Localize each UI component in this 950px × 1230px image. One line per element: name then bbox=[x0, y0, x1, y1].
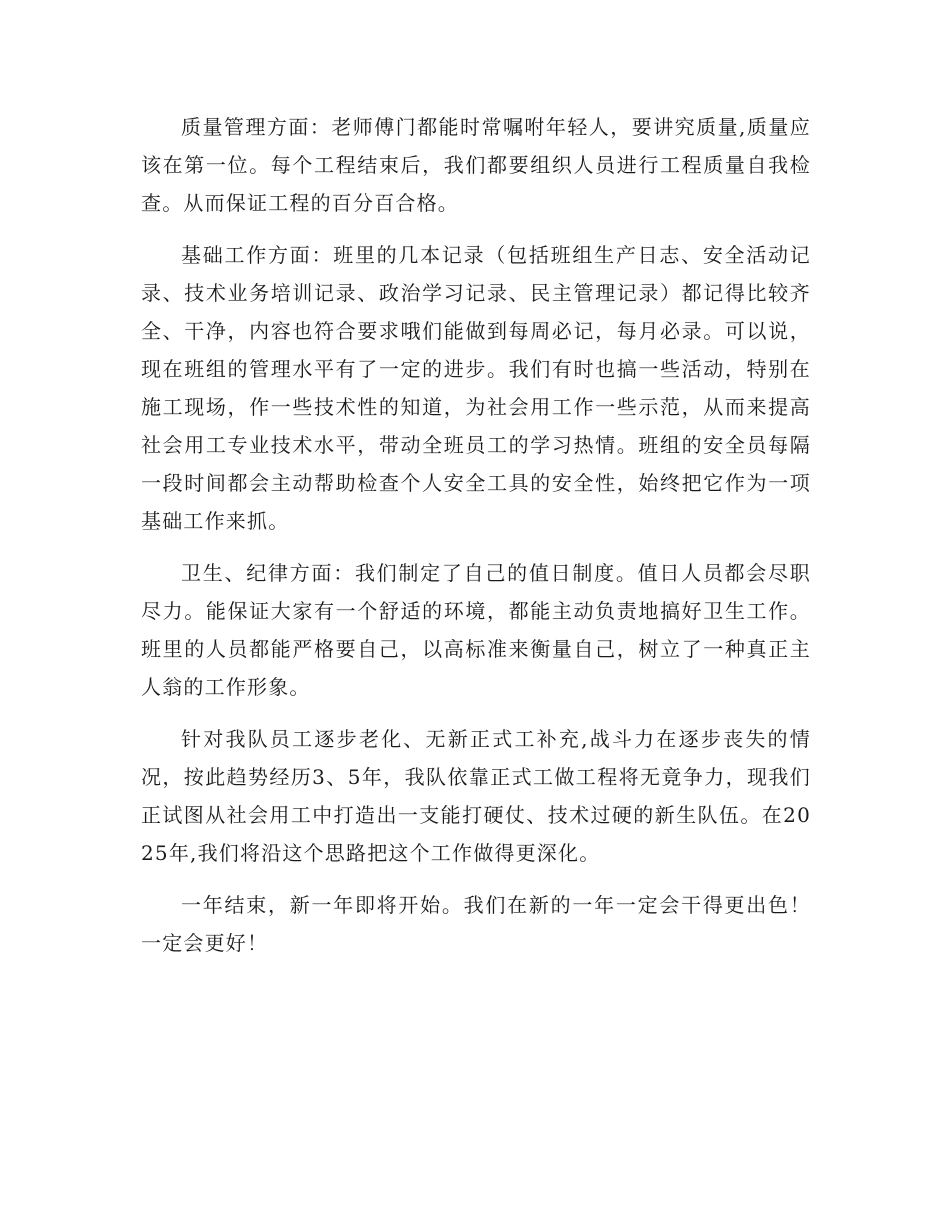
paragraph-hygiene-discipline: 卫生、纪律方面：我们制定了自己的值日制度。值日人员都会尽职尽力。能保证大家有一个舒适的环境，都能主动负责地搞好卫生工作。班里的人员都能严格要自己，以高标准来衡量自己，树立了一种真正主人翁的工作形象。 bbox=[141, 561, 811, 699]
paragraph-quality-management: 质量管理方面：老师傅门都能时常嘱咐年轻人，要讲究质量,质量应该在第一位。每个工程结束后，我们都要组织人员进行工程质量自我检查。从而保证工程的百分百合格。 bbox=[141, 115, 811, 215]
document-body bbox=[141, 108, 811, 962]
paragraph-closing: 一年结束，新一年即将开始。我们在新的一年一定会干得更出色！一定会更好！ bbox=[141, 893, 811, 955]
paragraph-basic-work: 基础工作方面：班里的几本记录（包括班组生产日志、安全活动记录、技术业务培训记录、政治学习记录、民主管理记录）都记得比较齐全、干净，内容也符合要求哦们能做到每周必记，每月必录。可以说，现在班组的管理水平有了一定的进步。我们有时也搞一些活动，特别在施工现场，作一些技术性的知道，为社会用工作一些示范，从而来提高社会用工专业技术水平，带动全班员工的学习热情。班组的安全员每隔一段时间都会主动帮助检查个人安全工具的安全性，始终把它作为一项基础工作来抓。 bbox=[141, 243, 811, 533]
paragraph-workforce-plan: 针对我队员工逐步老化、无新正式工补充,战斗力在逐步丧失的情况，按此趋势经历3、5年，我队依靠正式工做工程将无竟争力，现我们正试图从社会用工中打造出一支能打硬仗、技术过硬的新生队伍。在2025年,我们将沿这个思路把这个工作做得更深化。 bbox=[141, 727, 811, 865]
